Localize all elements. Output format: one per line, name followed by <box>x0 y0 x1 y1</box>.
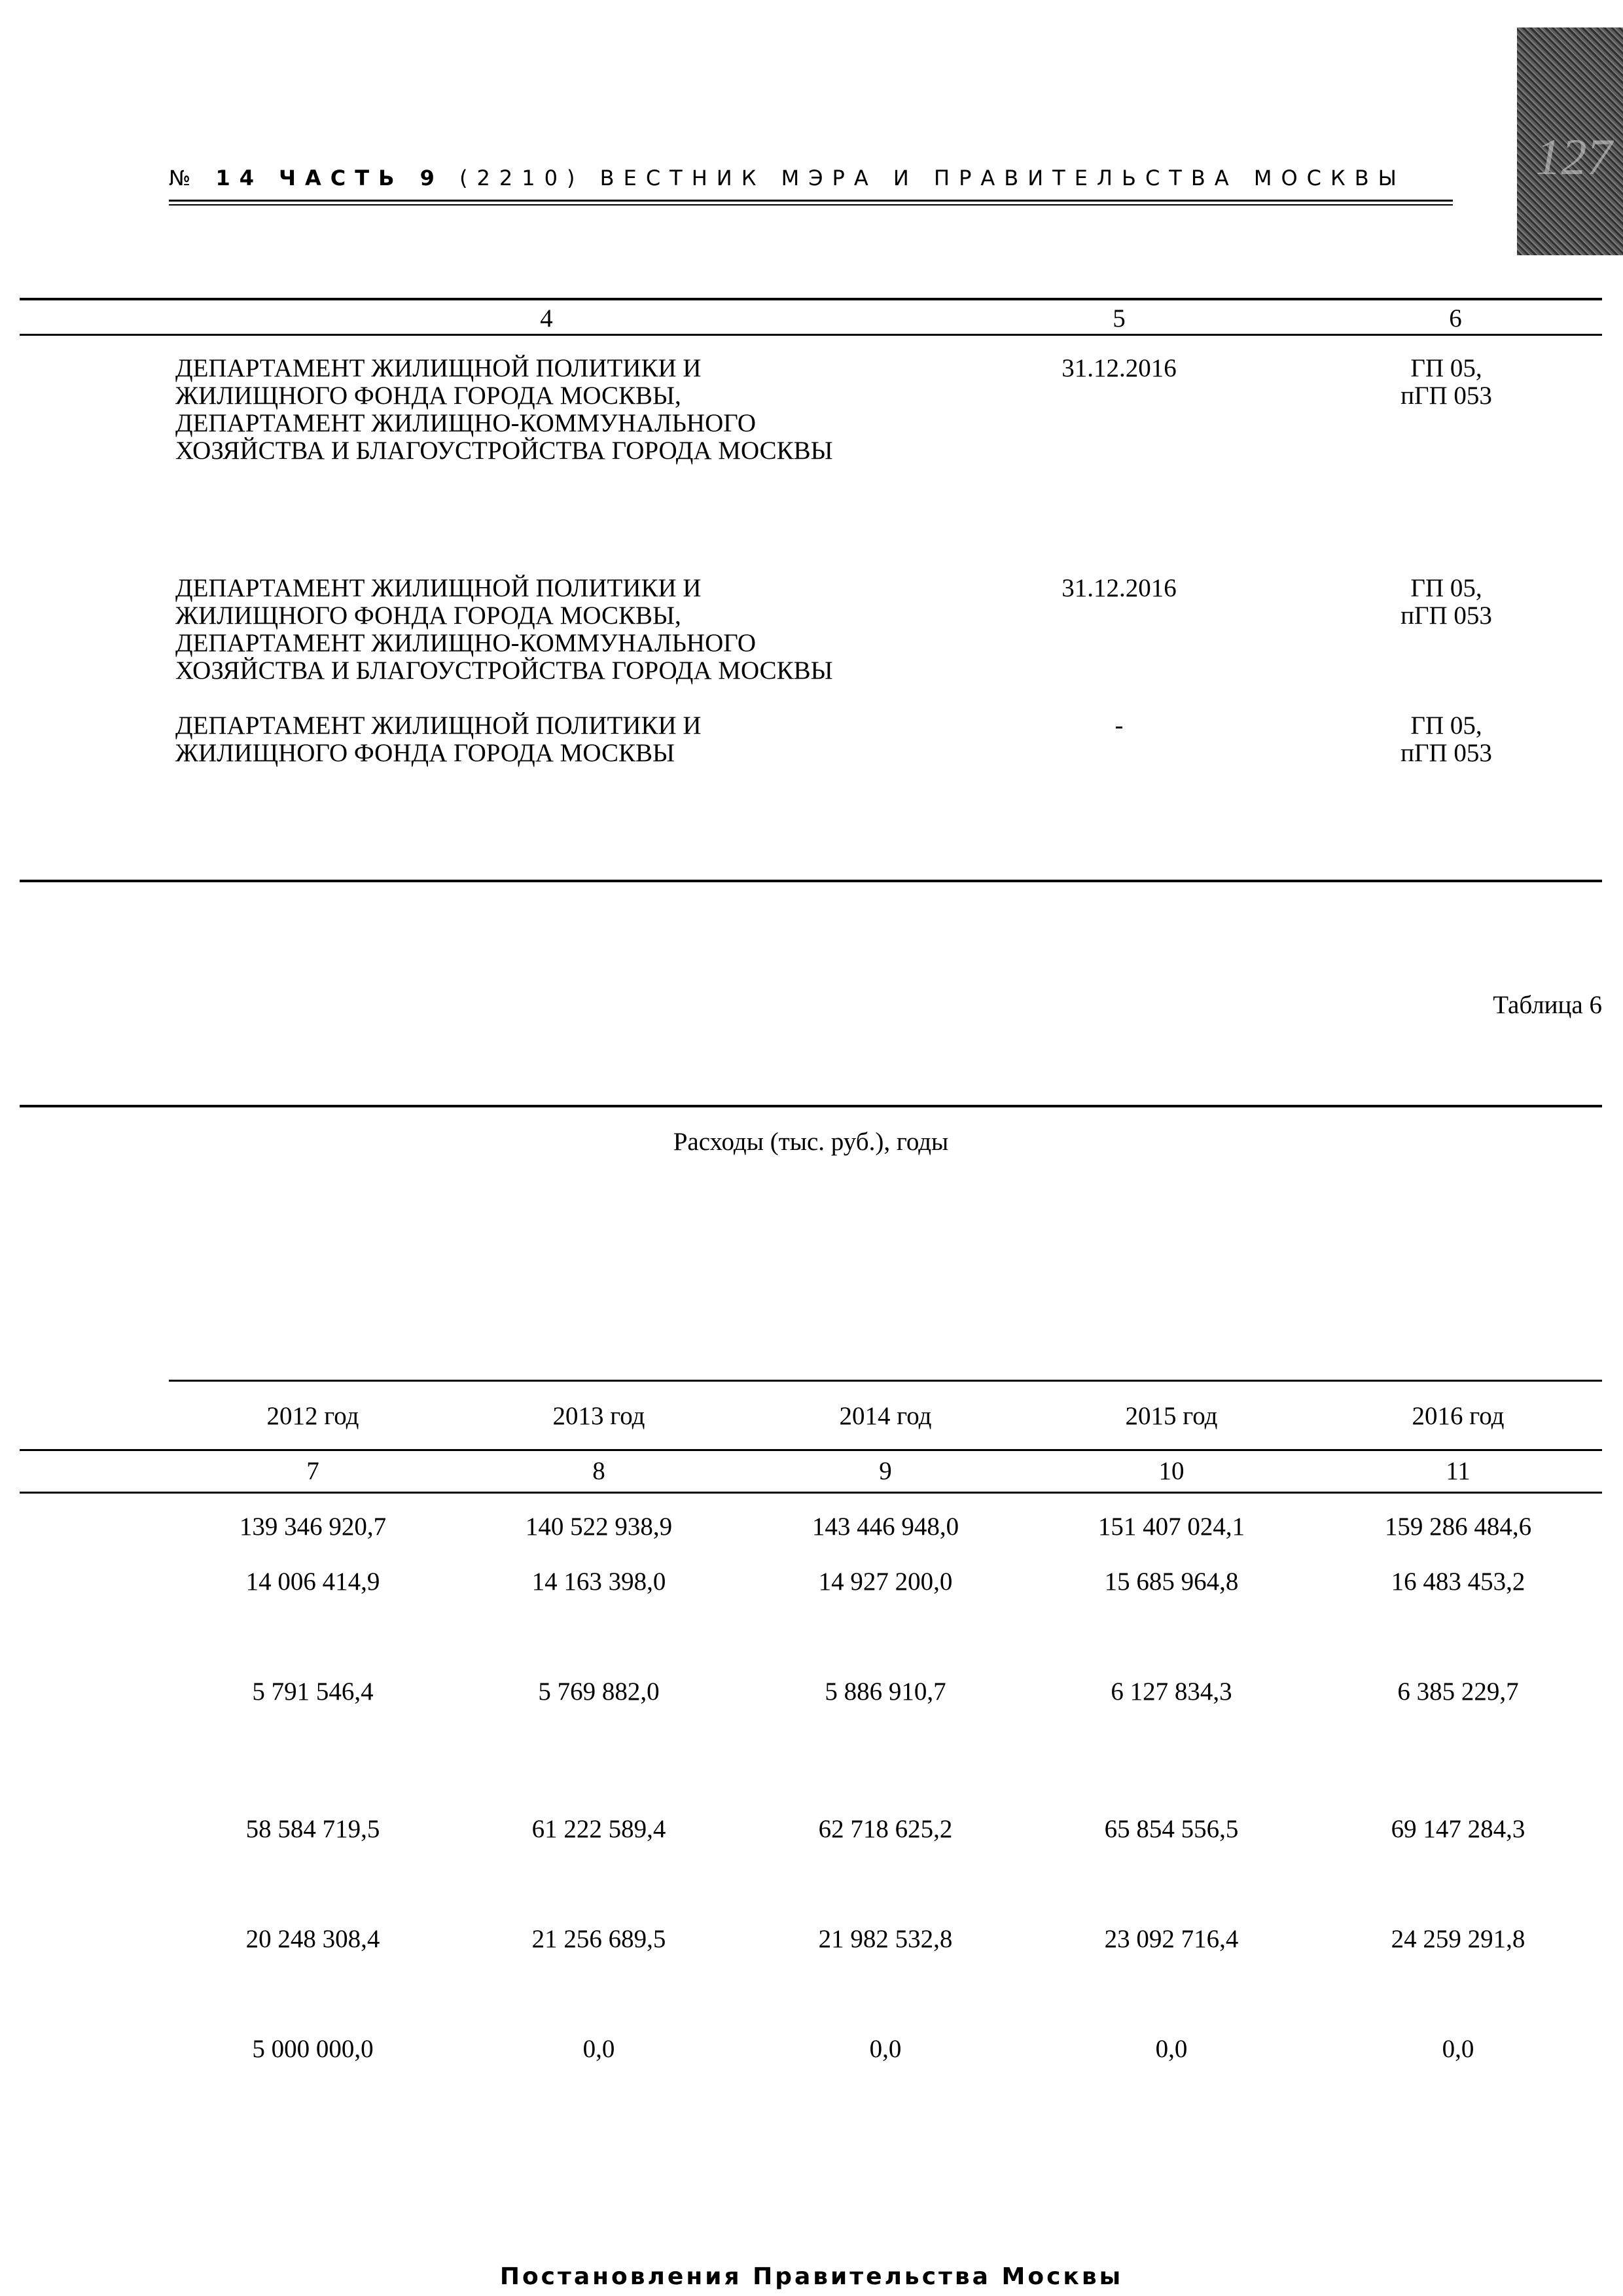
table-cell: 6 127 834,3 <box>1111 1677 1232 1706</box>
table-cell: 23 092 716,4 <box>1104 1925 1239 1953</box>
table-cell: 0,0 <box>582 2035 615 2063</box>
table-cell: 0,0 <box>1442 2035 1474 2063</box>
column-number-7: 7 <box>306 1457 319 1485</box>
table-cell: 6 385 229,7 <box>1397 1677 1519 1706</box>
year-header: 2013 год <box>552 1402 645 1430</box>
table-top-rule <box>20 298 1602 300</box>
issue-number: 14 <box>215 166 263 190</box>
table-cell: 21 982 532,8 <box>818 1925 953 1953</box>
department-cell: ДЕПАРТАМЕНТ ЖИЛИЩНОЙ ПОЛИТИКИ И ЖИЛИЩНОГО ФОНДА ГОРОДА МОСКВЫ, ДЕПАРТАМЕНТ ЖИЛИЩНО-КОММУНАЛЬНОГО ХОЗЯЙСТВА И БЛАГОУСТРОЙСТВА ГОРОДА МОСКВЫ <box>175 574 833 685</box>
running-footer: Постановления Правительства Москвы <box>499 2263 1124 2290</box>
table-cell: 62 718 625,2 <box>818 1815 953 1843</box>
table-label: Таблица 6 <box>1493 991 1602 1019</box>
table-cell: 5 886 910,7 <box>825 1677 946 1706</box>
table-cell: 151 407 024,1 <box>1097 1513 1245 1541</box>
table-cell: 0,0 <box>1155 2035 1188 2063</box>
table-cell: 14 927 200,0 <box>818 1568 953 1596</box>
table-header-rule <box>20 334 1602 336</box>
table6-caption: Расходы (тыс. руб.), годы <box>673 1128 949 1156</box>
table-cell: 159 286 484,6 <box>1384 1513 1532 1541</box>
table-cell: 65 854 556,5 <box>1104 1815 1239 1843</box>
issue-serial: (2210) <box>459 166 584 190</box>
date-cell: 31.12.2016 <box>1061 574 1177 602</box>
table-cell: 24 259 291,8 <box>1391 1925 1525 1953</box>
year-header: 2014 год <box>839 1402 932 1430</box>
page-number: 127 <box>1535 128 1613 185</box>
table-cell: 143 446 948,0 <box>812 1513 959 1541</box>
column-number-8: 8 <box>592 1457 605 1485</box>
program-cell: ГП 05, пГП 053 <box>1400 354 1492 410</box>
column-number-6: 6 <box>1449 304 1462 332</box>
table-cell: 69 147 284,3 <box>1391 1815 1525 1843</box>
running-header <box>169 165 1491 191</box>
publication-title: ВЕСТНИК МЭРА И ПРАВИТЕЛЬСТВА МОСКВЫ <box>599 166 1406 190</box>
column-numbers-rule <box>20 1492 1602 1494</box>
table-cell: 21 256 689,5 <box>531 1925 666 1953</box>
table-cell: 16 483 453,2 <box>1391 1568 1525 1596</box>
date-cell: - <box>1115 711 1124 740</box>
year-header: 2016 год <box>1412 1402 1505 1430</box>
column-number-10: 10 <box>1158 1457 1185 1485</box>
header-rule <box>169 200 1453 202</box>
table-cell: 15 685 964,8 <box>1104 1568 1239 1596</box>
department-cell: ДЕПАРТАМЕНТ ЖИЛИЩНОЙ ПОЛИТИКИ И ЖИЛИЩНОГО ФОНДА ГОРОДА МОСКВЫ <box>175 711 702 767</box>
column-number-9: 9 <box>879 1457 892 1485</box>
table6-top-rule <box>20 1105 1602 1107</box>
year-header: 2012 год <box>266 1402 359 1430</box>
table-cell: 5 791 546,4 <box>252 1677 374 1706</box>
years-top-rule <box>169 1380 1602 1382</box>
table-bottom-rule <box>20 880 1602 882</box>
header-rule-thin <box>169 204 1453 206</box>
column-number-4: 4 <box>540 304 553 332</box>
year-header: 2015 год <box>1125 1402 1218 1430</box>
table-cell: 140 522 938,9 <box>525 1513 673 1541</box>
date-cell: 31.12.2016 <box>1061 354 1177 382</box>
program-cell: ГП 05, пГП 053 <box>1400 711 1492 767</box>
column-number-5: 5 <box>1113 304 1126 332</box>
table-cell: 14 006 414,9 <box>245 1568 380 1596</box>
table-cell: 58 584 719,5 <box>245 1815 380 1843</box>
table-cell: 20 248 308,4 <box>245 1925 380 1953</box>
years-bottom-rule <box>20 1449 1602 1451</box>
issue-prefix: № <box>169 166 200 190</box>
table-cell: 0,0 <box>869 2035 902 2063</box>
table-cell: 5 769 882,0 <box>538 1677 660 1706</box>
table-cell: 5 000 000,0 <box>252 2035 374 2063</box>
column-number-11: 11 <box>1446 1457 1471 1485</box>
department-cell: ДЕПАРТАМЕНТ ЖИЛИЩНОЙ ПОЛИТИКИ И ЖИЛИЩНОГО ФОНДА ГОРОДА МОСКВЫ, ДЕПАРТАМЕНТ ЖИЛИЩНО-КОММУНАЛЬНОГО ХОЗЯЙСТВА И БЛАГОУСТРОЙСТВА ГОРОДА МОСКВЫ <box>175 354 833 465</box>
table-cell: 14 163 398,0 <box>531 1568 666 1596</box>
table-cell: 61 222 589,4 <box>531 1815 666 1843</box>
issue-part: ЧАСТЬ 9 <box>279 166 444 190</box>
program-cell: ГП 05, пГП 053 <box>1400 574 1492 630</box>
table-cell: 139 346 920,7 <box>239 1513 387 1541</box>
